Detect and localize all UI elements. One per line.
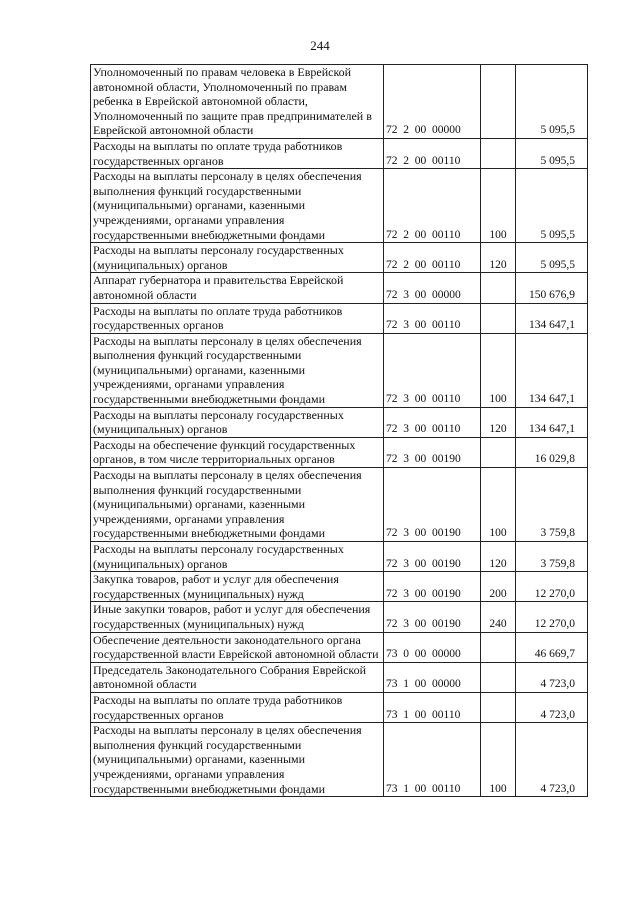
row-vr — [481, 303, 516, 333]
row-sum: 5 095,5 — [516, 138, 588, 168]
row-sum: 3 759,8 — [516, 542, 588, 572]
row-sum: 5 095,5 — [516, 169, 588, 243]
row-code: 73 1 00 00000 — [384, 662, 481, 692]
table-row — [91, 632, 588, 662]
row-name: Расходы на выплаты по оплате труда работников государственных органов — [91, 138, 384, 168]
row-code: 72 3 00 00000 — [384, 273, 481, 303]
row-code: 72 3 00 00110 — [384, 303, 481, 333]
row-code: 72 2 00 00110 — [384, 138, 481, 168]
row-code: 73 1 00 00110 — [384, 723, 481, 797]
row-sum: 12 270,0 — [516, 572, 588, 602]
row-vr: 100 — [481, 169, 516, 243]
row-code: 72 2 00 00110 — [384, 243, 481, 273]
row-code: 72 3 00 00190 — [384, 437, 481, 467]
row-code: 72 3 00 00110 — [384, 407, 481, 437]
row-vr — [481, 692, 516, 722]
row-name: Аппарат губернатора и правительства Еврейской автономной области — [91, 273, 384, 303]
row-name: Расходы на выплаты персоналу государственных (муниципальных) органов — [91, 542, 384, 572]
row-vr: 100 — [481, 723, 516, 797]
row-name: Обеспечение деятельности законодательного органа государственной власти Еврейской автономной области — [91, 632, 384, 662]
table-row — [91, 243, 588, 273]
row-sum: 4 723,0 — [516, 692, 588, 722]
row-sum: 16 029,8 — [516, 437, 588, 467]
row-name: Расходы на выплаты персоналу в целях обеспечения выполнения функций государственными (муниципальными) органами, казенными учреждениями, органами управления государственными внебюджетными фондами — [91, 333, 384, 407]
row-code: 72 2 00 00110 — [384, 169, 481, 243]
row-name: Закупка товаров, работ и услуг для обеспечения государственных (муниципальных) нужд — [91, 572, 384, 602]
row-code: 72 3 00 00190 — [384, 572, 481, 602]
table-row — [91, 662, 588, 692]
row-vr — [481, 65, 516, 139]
row-name: Расходы на выплаты персоналу государственных (муниципальных) органов — [91, 407, 384, 437]
table-row — [91, 602, 588, 632]
table-row — [91, 169, 588, 243]
row-vr — [481, 662, 516, 692]
table-row — [91, 407, 588, 437]
row-vr: 100 — [481, 468, 516, 542]
row-name: Иные закупки товаров, работ и услуг для обеспечения государственных (муниципальных) нужд — [91, 602, 384, 632]
row-sum: 134 647,1 — [516, 333, 588, 407]
row-name: Расходы на выплаты персоналу государственных (муниципальных) органов — [91, 243, 384, 273]
table-row — [91, 273, 588, 303]
table-row — [91, 333, 588, 407]
table-row — [91, 542, 588, 572]
table-row — [91, 468, 588, 542]
row-name: Расходы на выплаты по оплате труда работников государственных органов — [91, 692, 384, 722]
row-vr: 100 — [481, 333, 516, 407]
row-vr: 120 — [481, 542, 516, 572]
row-name: Председатель Законодательного Собрания Еврейской автономной области — [91, 662, 384, 692]
row-code: 72 3 00 00190 — [384, 542, 481, 572]
row-vr: 240 — [481, 602, 516, 632]
table-row — [91, 723, 588, 797]
row-name: Расходы на выплаты персоналу в целях обеспечения выполнения функций государственными (муниципальными) органами, казенными учреждениями, органами управления государственными внебюджетными фондами — [91, 723, 384, 797]
table-row — [91, 138, 588, 168]
row-code: 72 3 00 00190 — [384, 468, 481, 542]
row-sum: 4 723,0 — [516, 723, 588, 797]
row-code: 72 3 00 00110 — [384, 333, 481, 407]
row-name: Расходы на выплаты персоналу в целях обеспечения выполнения функций государственными (муниципальными) органами, казенными учреждениями, органами управления государственными внебюджетными фондами — [91, 169, 384, 243]
row-code: 72 3 00 00190 — [384, 602, 481, 632]
page-number: 244 — [310, 38, 330, 53]
table-row — [91, 692, 588, 722]
row-sum: 5 095,5 — [516, 65, 588, 139]
row-name: Расходы на обеспечение функций государственных органов, в том числе территориальных органов — [91, 437, 384, 467]
row-code: 72 2 00 00000 — [384, 65, 481, 139]
table-row — [91, 65, 588, 139]
table-row — [91, 572, 588, 602]
row-name: Уполномоченный по правам человека в Еврейской автономной области, Уполномоченный по правам ребенка в Еврейской автономной области, Уполномоченный по защите прав предпринимателей в Еврейской автономной области — [91, 65, 384, 139]
row-sum: 3 759,8 — [516, 468, 588, 542]
row-vr — [481, 632, 516, 662]
row-sum: 5 095,5 — [516, 243, 588, 273]
table-row — [91, 303, 588, 333]
row-sum: 4 723,0 — [516, 662, 588, 692]
row-code: 73 0 00 00000 — [384, 632, 481, 662]
row-name: Расходы на выплаты персоналу в целях обеспечения выполнения функций государственными (муниципальными) органами, казенными учреждениями, органами управления государственными внебюджетными фондами — [91, 468, 384, 542]
row-sum: 46 669,7 — [516, 632, 588, 662]
row-vr — [481, 437, 516, 467]
row-sum: 150 676,9 — [516, 273, 588, 303]
row-code: 73 1 00 00110 — [384, 692, 481, 722]
row-vr: 120 — [481, 407, 516, 437]
row-vr: 200 — [481, 572, 516, 602]
row-sum: 134 647,1 — [516, 303, 588, 333]
budget-table — [90, 64, 588, 797]
row-vr — [481, 138, 516, 168]
row-sum: 12 270,0 — [516, 602, 588, 632]
row-name: Расходы на выплаты по оплате труда работников государственных органов — [91, 303, 384, 333]
row-vr — [481, 273, 516, 303]
table-row — [91, 437, 588, 467]
row-vr: 120 — [481, 243, 516, 273]
row-sum: 134 647,1 — [516, 407, 588, 437]
